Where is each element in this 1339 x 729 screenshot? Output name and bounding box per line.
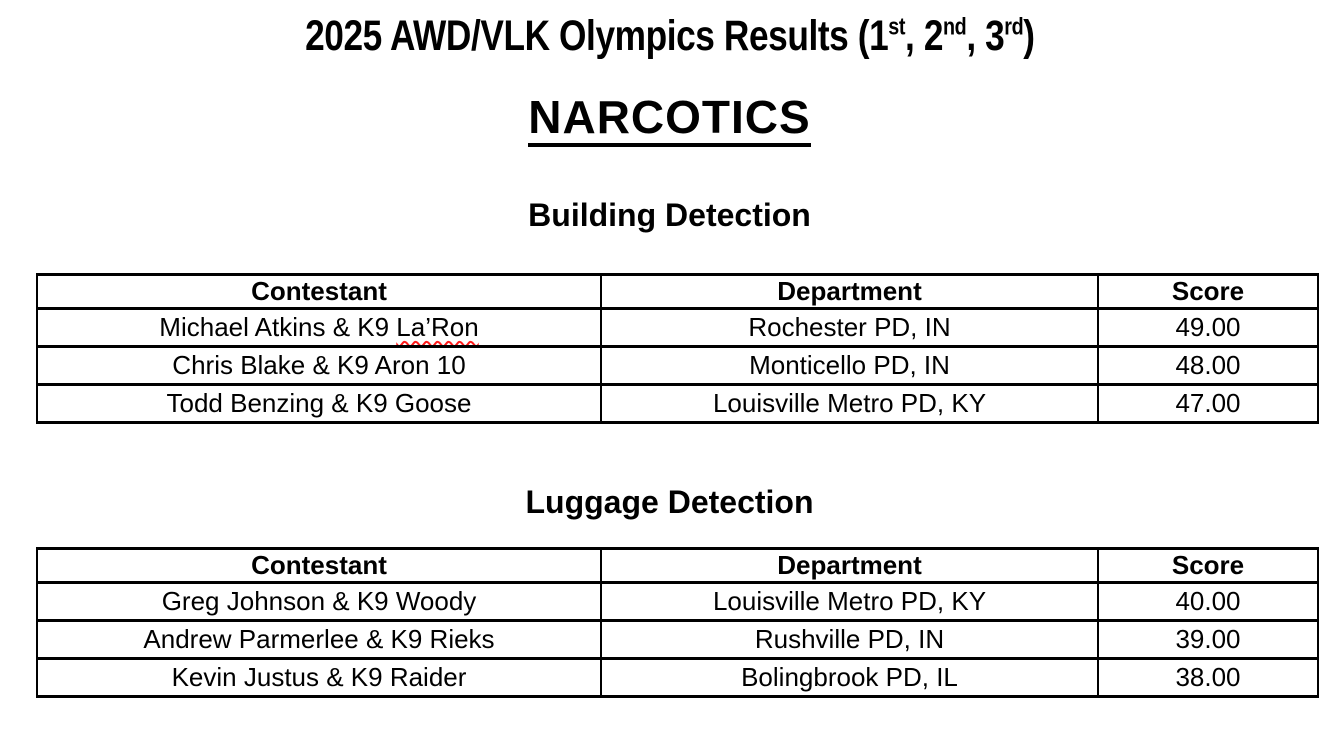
luggage-detection-table bbox=[36, 547, 1319, 698]
section-building-detection bbox=[0, 199, 1339, 424]
department-cell: Rushville PD, IN bbox=[601, 621, 1098, 659]
department-cell: Rochester PD, IN bbox=[601, 309, 1098, 347]
category-heading-text: NARCOTICS bbox=[528, 94, 810, 147]
department-cell: Louisville Metro PD, KY bbox=[601, 385, 1098, 423]
title-segment: , 2 bbox=[904, 12, 943, 60]
misspelled-word: La’Ron bbox=[396, 312, 479, 343]
building-detection-table-body bbox=[37, 309, 1318, 423]
score-cell: 39.00 bbox=[1098, 621, 1318, 659]
contestant-cell: Michael Atkins & K9 La’Ron bbox=[37, 309, 601, 347]
category-heading bbox=[0, 91, 1339, 147]
score-column-header: Score bbox=[1098, 549, 1318, 583]
score-cell: 47.00 bbox=[1098, 385, 1318, 423]
title-segment: 2025 AWD/VLK Olympics Results (1 bbox=[304, 12, 888, 60]
contestant-column-header: Contestant bbox=[37, 275, 601, 309]
table-row bbox=[37, 583, 1318, 621]
department-column-header: Department bbox=[601, 275, 1098, 309]
contestant-cell: Andrew Parmerlee & K9 Rieks bbox=[37, 621, 601, 659]
department-cell: Louisville Metro PD, KY bbox=[601, 583, 1098, 621]
section-luggage-detection bbox=[0, 486, 1339, 698]
title-segment: ) bbox=[1022, 12, 1035, 60]
building-detection-table bbox=[36, 273, 1319, 424]
department-column-header: Department bbox=[601, 549, 1098, 583]
score-cell: 40.00 bbox=[1098, 583, 1318, 621]
table-row bbox=[37, 347, 1318, 385]
department-cell: Monticello PD, IN bbox=[601, 347, 1098, 385]
score-cell: 49.00 bbox=[1098, 309, 1318, 347]
title-superscript: st bbox=[887, 13, 905, 41]
table-header-row bbox=[37, 549, 1318, 583]
table-row bbox=[37, 621, 1318, 659]
document-title-text bbox=[305, 12, 1035, 61]
luggage-detection-table-body bbox=[37, 583, 1318, 697]
title-superscript: rd bbox=[1003, 13, 1023, 41]
table-row bbox=[37, 659, 1318, 697]
score-cell: 48.00 bbox=[1098, 347, 1318, 385]
department-cell: Bolingbrook PD, IL bbox=[601, 659, 1098, 697]
luggage-detection-heading: Luggage Detection bbox=[525, 484, 814, 521]
score-cell: 38.00 bbox=[1098, 659, 1318, 697]
document-title bbox=[0, 0, 1339, 61]
contestant-cell: Greg Johnson & K9 Woody bbox=[37, 583, 601, 621]
title-superscript: nd bbox=[942, 13, 967, 41]
contestant-cell: Todd Benzing & K9 Goose bbox=[37, 385, 601, 423]
building-detection-heading: Building Detection bbox=[528, 197, 811, 234]
table-row bbox=[37, 385, 1318, 423]
table-header-row bbox=[37, 275, 1318, 309]
title-segment: , 3 bbox=[966, 12, 1004, 60]
score-column-header: Score bbox=[1098, 275, 1318, 309]
contestant-cell: Kevin Justus & K9 Raider bbox=[37, 659, 601, 697]
contestant-cell: Chris Blake & K9 Aron 10 bbox=[37, 347, 601, 385]
table-row bbox=[37, 309, 1318, 347]
contestant-column-header: Contestant bbox=[37, 549, 601, 583]
